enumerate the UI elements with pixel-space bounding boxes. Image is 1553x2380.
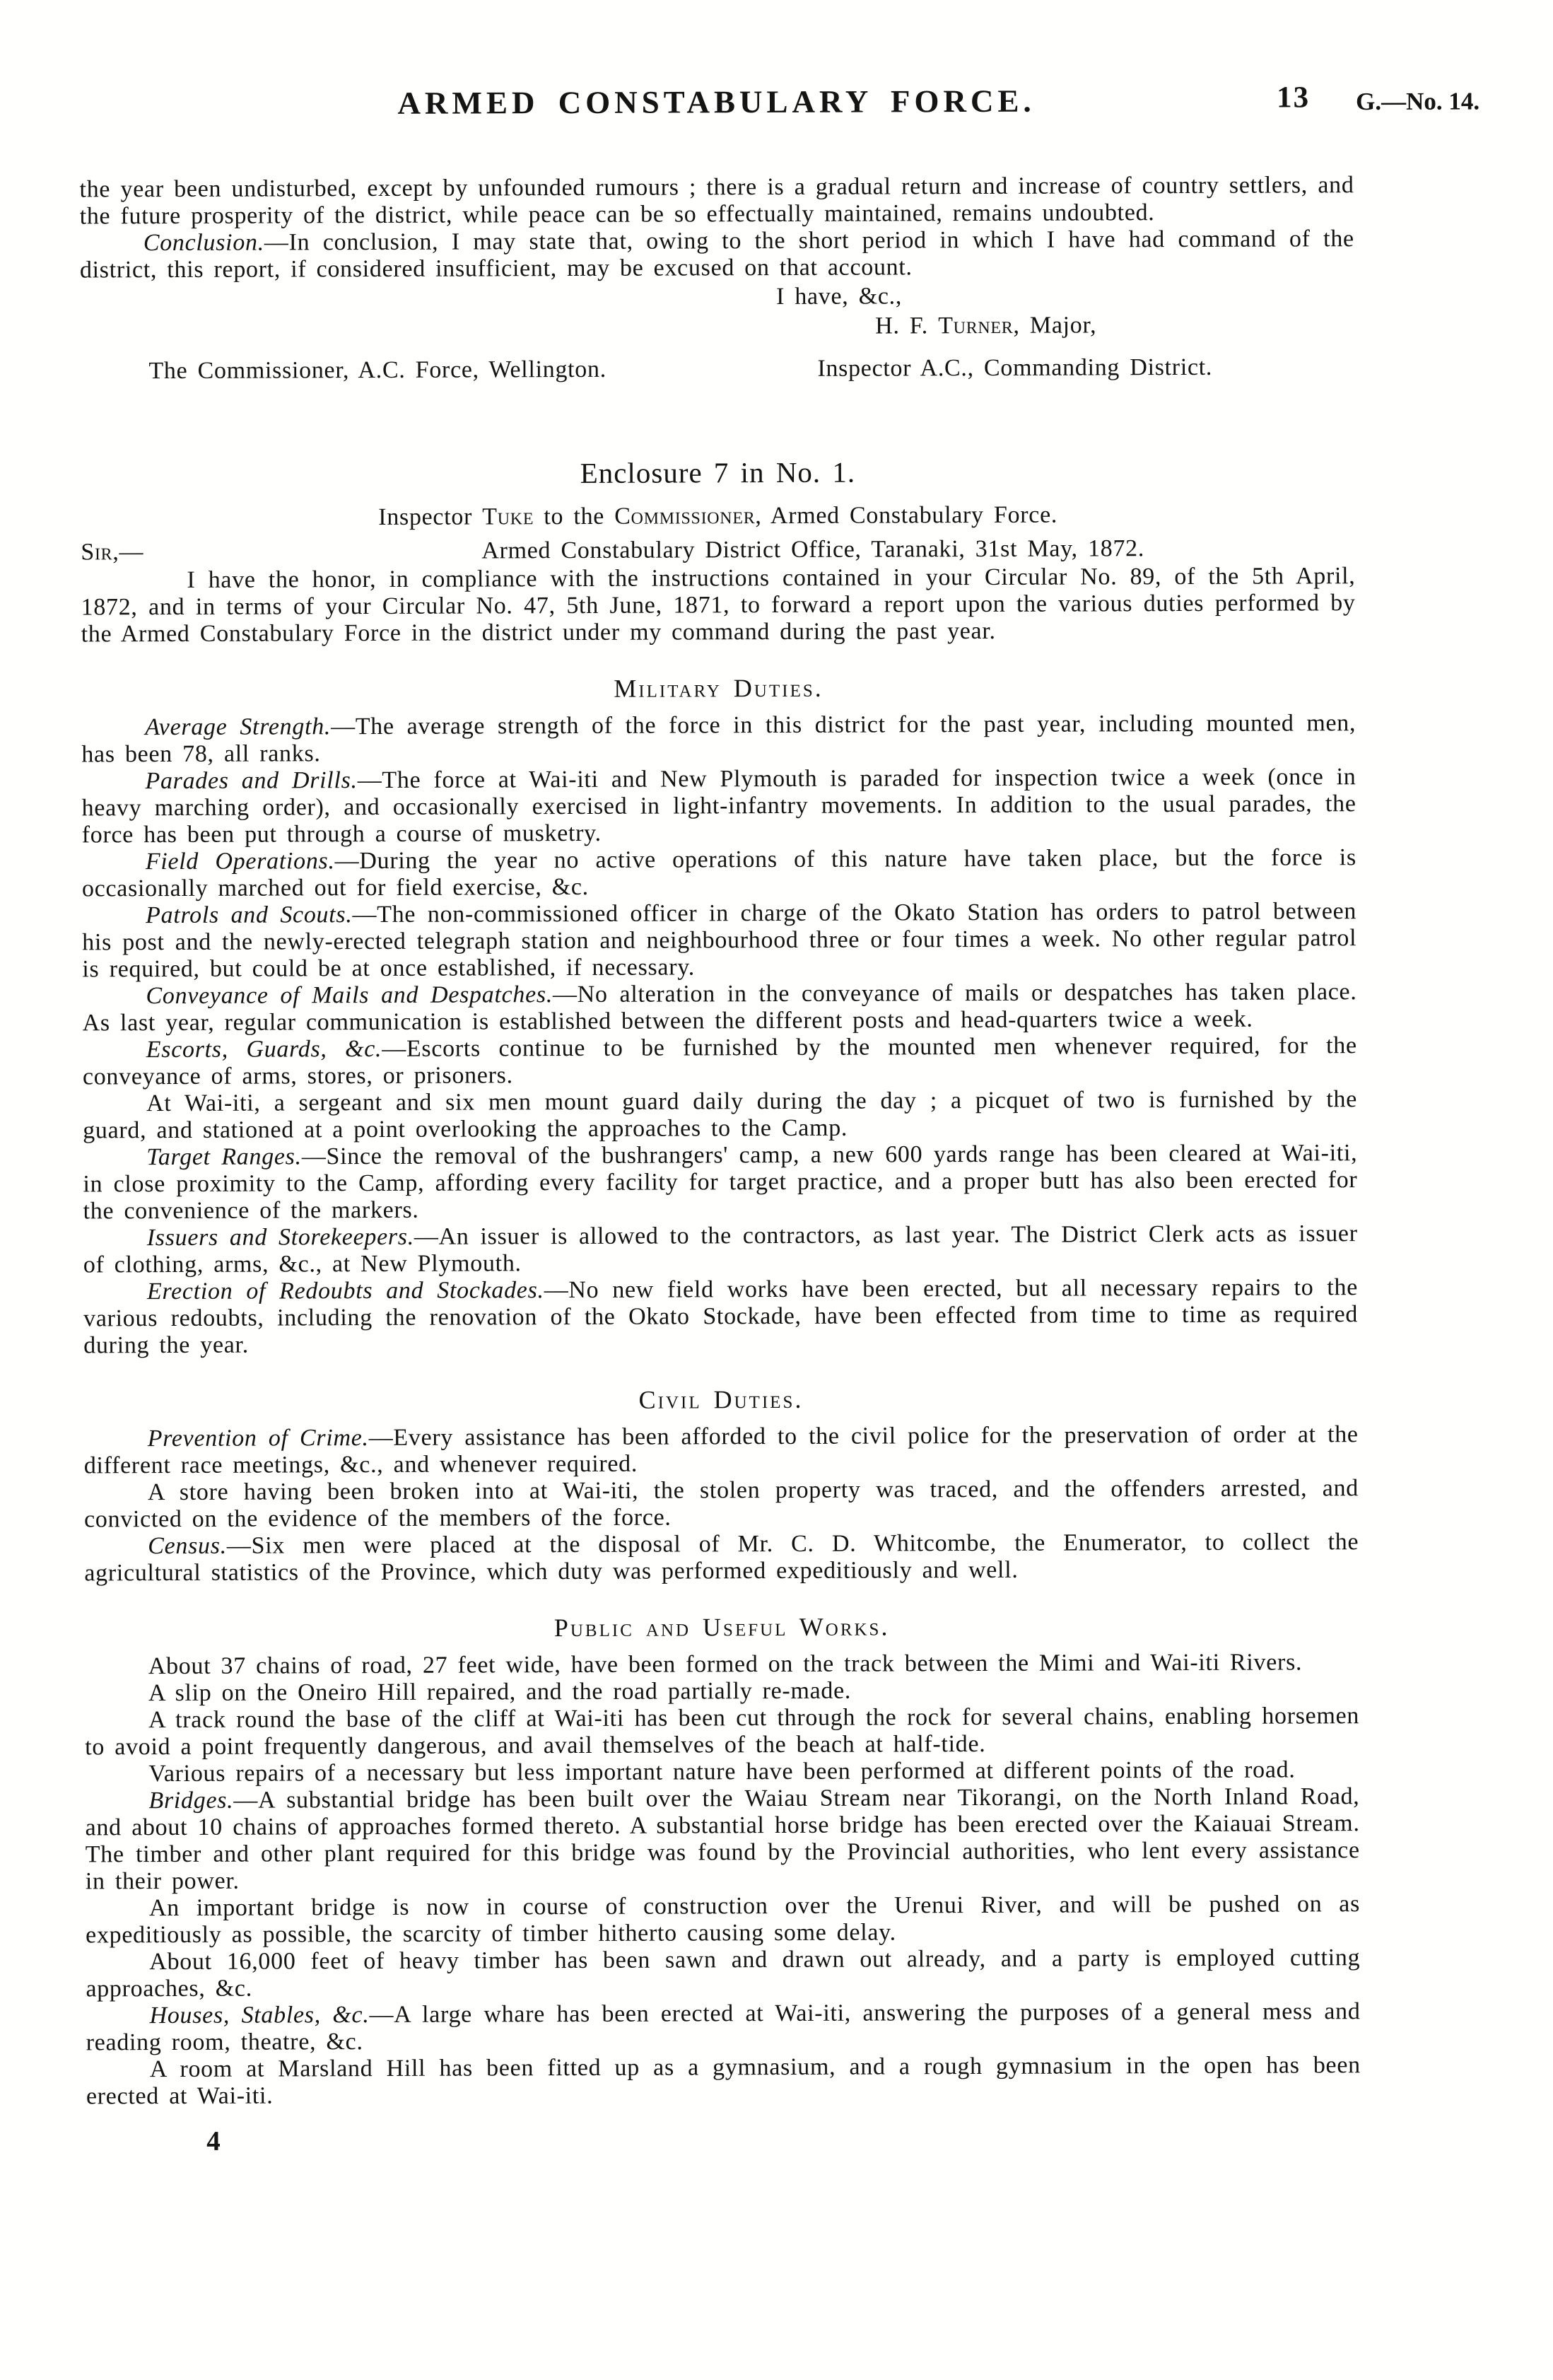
paragraph-lead: Prevention of Crime.: [147, 1425, 369, 1452]
page-title: ARMED CONSTABULARY FORCE.: [397, 83, 1036, 121]
signature-surname: Turner: [938, 312, 1014, 339]
paragraph-lead: Field Operations.: [145, 848, 335, 875]
paragraph: [83, 1140, 1357, 1225]
paragraph-lead: Bridges.: [148, 1787, 234, 1814]
enclosure-heading: Enclosure 7 in No. 1.: [580, 455, 856, 489]
paragraph-lead: Escorts, Guards, &c.: [146, 1035, 382, 1063]
salutation-name-commissioner: Commissioner: [614, 503, 756, 530]
paragraph-text: —An issuer is allowed to the contractors, as last year. The District Clerk acts as issuer of clothing, arms, &c., at New Plymouth.: [83, 1220, 1358, 1278]
paragraph-text: Various repairs of a necessary but less important nature have been performed at different points of the road.: [148, 1756, 1296, 1787]
paragraph-text: —A substantial bridge has been built over the Waiau Stream near Tikorangi, on the North Inland Road, and about 10 chains of approaches formed thereto. A substantial horse bridge has been erected over the Kaiauai Stream. The timber and other plant required for this bridge was found by the Provincial authorities, who lent every assistance in their power.: [85, 1783, 1360, 1895]
paragraph-text: A room at Marsland Hill has been fitted up as a gymnasium, and a rough gymnasium in the open has been erected at Wai-iti.: [86, 2052, 1361, 2110]
paragraph-text: —The force at Wai-iti and New Plymouth is paraded for inspection twice a week (once in heavy marching order), and occasionally exercised in light-infantry movements. In addition to the usual parades, the force has been put through a course of musketry.: [81, 764, 1356, 848]
signature-post: , Major,: [1013, 312, 1097, 339]
paragraph-lead: Average Strength.: [145, 713, 332, 741]
paragraph-lead: Census.: [148, 1532, 227, 1560]
paragraph: [86, 1891, 1360, 1949]
paragraph-text: —Escorts continue to be furnished by the mounted men whenever required, for the conveyance of arms, stores, or prisoners.: [82, 1032, 1357, 1090]
salutation-part: , Armed Constabulary Force.: [755, 501, 1058, 530]
signature-pre: H. F.: [875, 313, 939, 339]
paragraph: [85, 1756, 1359, 1787]
paragraph: [83, 1220, 1358, 1278]
paragraph-text: About 16,000 feet of heavy timber has been sawn and drawn out already, and a party is employed cutting approaches, &c.: [86, 1944, 1361, 2002]
paragraph: [85, 1676, 1359, 1707]
text-column: [79, 172, 1361, 2155]
paragraph: [82, 979, 1356, 1037]
paragraph-text: —Six men were placed at the disposal of Mr. C. D. Whitcombe, the Enumerator, to collect the agricultural statistics of the Province, which duty was performed expeditiously and well.: [84, 1529, 1359, 1587]
salutation-name-tuke: Tuke: [482, 503, 534, 530]
paragraph-text: —No alteration in the conveyance of mails or despatches has taken place. As last year, regular communication is established between the different posts and head-quarters twice a week.: [82, 979, 1357, 1037]
paragraph-text: —The non-commissioned officer in charge of the Okato Station has orders to patrol between his post and the newly-erected telegraph station and neighbourhood three or four times a week. No other regular patrol is required, but could be at once established, if necessary.: [82, 898, 1357, 983]
paragraph: [84, 1529, 1359, 1587]
salutation-part: to the: [534, 503, 615, 530]
paragraph-lead: Conveyance of Mails and Despatches.: [146, 981, 553, 1010]
paragraph-text: —During the year no active operations of this nature have taken place, but the force is occasionally marched out for field exercise, &c.: [81, 844, 1356, 902]
printer-signature-mark: 4: [206, 2125, 221, 2157]
salutation-part: Inspector: [378, 503, 483, 530]
paragraph-continuation: the year been undisturbed, except by unfounded rumours ; there is a gradual return and increase of country settlers, and the future prosperity of the district, while peace can be so effectually maintained, remains undoubted.: [79, 172, 1354, 230]
paragraph-text: —Since the removal of the bushrangers' camp, a new 600 yards range has been cleared at Wai-iti, in close proximity to the Camp, affording every facility for target practice, and a proper butt has also been erected for the convenience of the markers.: [83, 1140, 1358, 1225]
paragraph: [81, 710, 1356, 768]
paragraph-text: A slip on the Oneiro Hill repaired, and the road partially re-made.: [148, 1677, 852, 1707]
paragraph-text: About 37 chains of road, 27 feet wide, have been formed on the track between the Mimi and Wai-iti Rivers.: [148, 1649, 1303, 1680]
paragraph-text: —The average strength of the force in this district for the past year, including mounted men, has been 78, all ranks.: [81, 710, 1356, 768]
paragraph-text: At Wai-iti, a sergeant and six men mount guard daily during the day ; a picquet of two is furnished by the guard, and stationed at a point overlooking the approaches to the Camp.: [83, 1086, 1358, 1144]
signature-row: [80, 354, 1354, 386]
salutation-date-row: [81, 535, 1355, 567]
paragraph-text: —In conclusion, I may state that, owing to the short period in which I have had command of the district, this report, if considered insufficient, may be excused on that account.: [79, 226, 1354, 284]
paragraph: [83, 1274, 1358, 1359]
paragraph-text: An important bridge is now in course of construction over the Urenui River, and will be pushed on as expeditiously as possible, the scarcity of timber hitherto causing some delay.: [86, 1891, 1361, 1949]
paragraph: [85, 1703, 1359, 1761]
page-content: [0, 79, 1553, 2156]
paragraph: [81, 764, 1356, 848]
issue-number: G.—No. 14.: [1356, 87, 1480, 116]
signature-name: [875, 311, 1354, 339]
office-date-line: Armed Constabulary District Office, Taranaki, 31st May, 1872.: [481, 535, 1145, 564]
paragraph: [86, 1998, 1360, 2056]
paragraph: [84, 1475, 1359, 1533]
paragraph: [85, 1649, 1359, 1680]
paragraph-text: —Every assistance has been afforded to the civil police for the preservation of order at the different race meetings, &c., and whenever required.: [83, 1421, 1359, 1479]
paragraph-text: A track round the base of the cliff at Wai-iti has been cut through the rock for several chains, enabling horsemen to avoid a point frequently dangerous, and avail themselves of the beach at half-tide.: [85, 1703, 1360, 1761]
paragraph: [82, 844, 1356, 902]
addressee: The Commissioner, A.C. Force, Wellington.: [148, 356, 606, 385]
paragraph: [83, 1032, 1357, 1090]
paragraph: [82, 898, 1356, 983]
paragraph: [85, 1783, 1360, 1895]
paragraph-lead: Houses, Stables, &c.: [149, 2002, 370, 2029]
paragraph: [83, 1086, 1357, 1144]
section-heading-military-duties: Military Duties.: [614, 673, 824, 703]
paragraph-lead: Issuers and Storekeepers.: [146, 1223, 414, 1252]
paragraph-lead: Erection of Redoubts and Stockades.: [146, 1277, 544, 1305]
signature-role: Inspector A.C., Commanding District.: [817, 354, 1213, 382]
page-number: 13: [1276, 81, 1311, 115]
section-heading-civil-duties: Civil Duties.: [638, 1384, 804, 1414]
paragraph: [84, 1421, 1359, 1479]
paragraph-text: A store having been broken into at Wai-iti, the stolen property was traced, and the offenders arrested, and convicted on the evidence of the members of the force.: [84, 1475, 1359, 1533]
paragraph-conclusion: [80, 226, 1354, 284]
paragraph: [86, 1944, 1360, 2002]
paragraph-lead: Parades and Drills.: [145, 767, 358, 795]
salutation-sir: Sir,—: [81, 539, 144, 566]
paragraph-text: —No new field works have been erected, but all necessary repairs to the various redoubts, including the renovation of the Okato Stockade, have been effected from time to time as required during the year.: [83, 1274, 1359, 1359]
paragraph-lead: Target Ranges.: [146, 1143, 302, 1171]
section-heading-public-works: Public and Useful Works.: [553, 1612, 890, 1643]
enclosure-salutation: [81, 501, 1355, 532]
paragraph-text: —A large whare has been erected at Wai-iti, answering the purposes of a general mess and reading room, theatre, &c.: [86, 1998, 1361, 2056]
paragraph-lead: Conclusion.: [143, 229, 264, 257]
paragraph-opening: I have the honor, in compliance with the instructions contained in your Circular No. 89, of the 5th April, 1872, and in terms of your Circular No. 47, 5th June, 1871, to forward a report upon the various duties performed by the Armed Constabulary Force in the district under my command during the past year.: [81, 563, 1356, 648]
paragraph-lead: Patrols and Scouts.: [146, 902, 353, 929]
paragraph: [86, 2052, 1361, 2110]
page-header: [0, 79, 1553, 130]
valediction: I have, &c.,: [775, 283, 903, 310]
